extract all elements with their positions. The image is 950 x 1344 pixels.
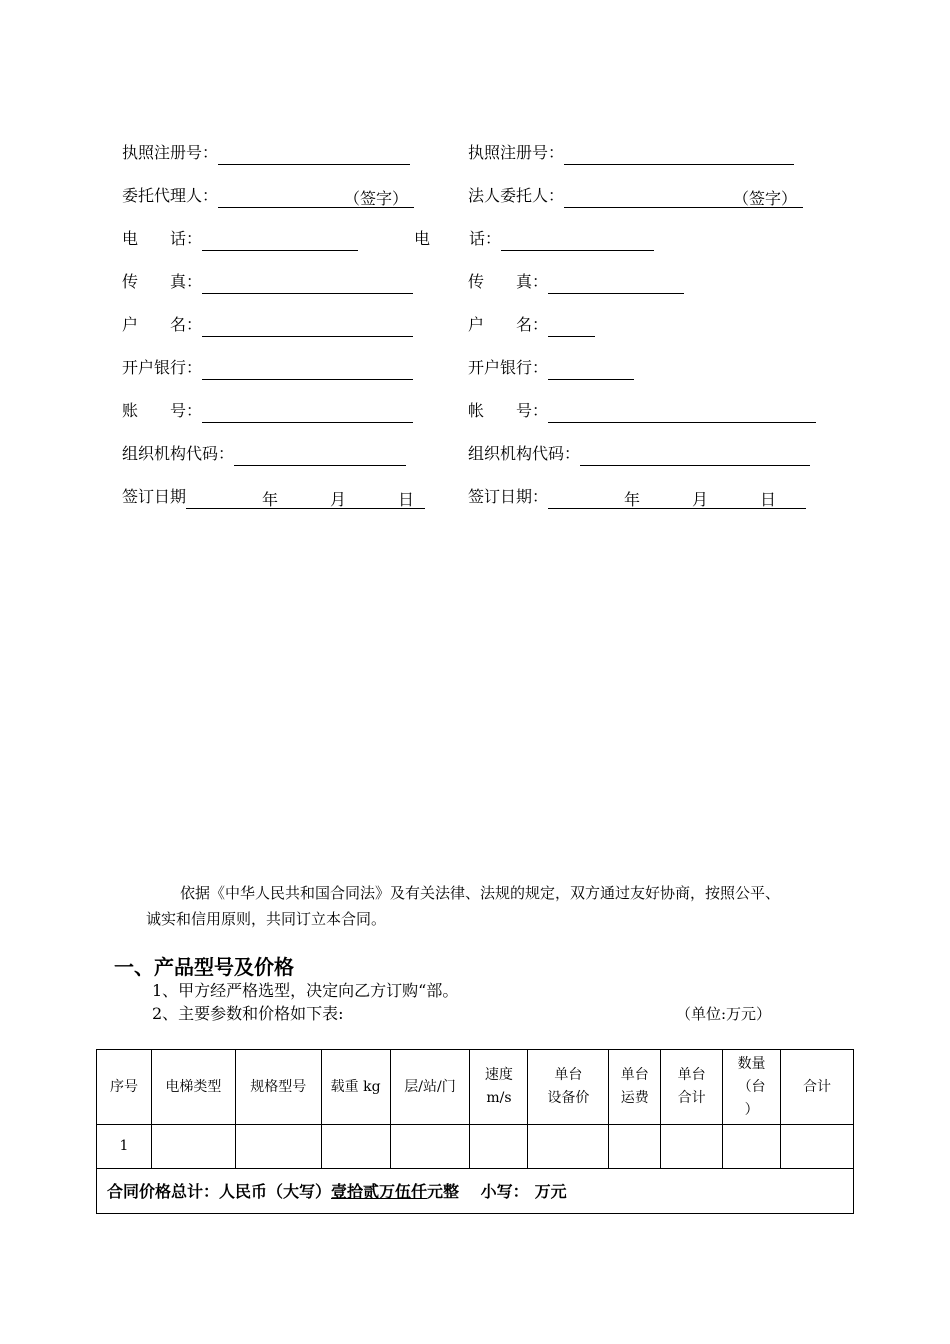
col-header-total: 合计	[781, 1050, 854, 1125]
a-phone-row	[122, 227, 358, 251]
col-header-unit-total: 单台 合计	[661, 1050, 723, 1125]
b-account-name-label: 户 名：	[468, 315, 549, 334]
col-header-speed: 速度 m/s	[470, 1050, 528, 1125]
section-1-item-1: 1、甲方经严格选型，决定向乙方订购“部。	[152, 981, 459, 1000]
b-license-field[interactable]	[564, 146, 794, 165]
b-phone-row	[414, 227, 654, 251]
col-header-load: 载重 kg	[321, 1050, 390, 1125]
b-date-field[interactable]	[548, 488, 806, 509]
total-row	[97, 1169, 854, 1214]
col-header-freight: 单台 运费	[609, 1050, 661, 1125]
b-org-code-field[interactable]	[580, 447, 810, 466]
cell-no: 1	[97, 1125, 152, 1169]
b-fax-row	[468, 270, 684, 294]
b-bank-row	[468, 356, 634, 380]
cell-unit-price[interactable]	[528, 1125, 609, 1169]
a-phone-field[interactable]	[202, 232, 358, 251]
b-sign-suffix: （签字）	[733, 189, 798, 208]
col-header-floors: 层/站/门	[390, 1050, 470, 1125]
col-header-quantity: 数量 （台 ）	[723, 1050, 781, 1125]
a-bank-field[interactable]	[202, 361, 413, 380]
a-month-label: 月	[330, 490, 347, 509]
a-fax-field[interactable]	[202, 275, 413, 294]
a-license-label: 执照注册号：	[122, 143, 219, 162]
cell-quantity[interactable]	[723, 1125, 781, 1169]
cell-unit-total[interactable]	[661, 1125, 723, 1169]
a-account-name-field[interactable]	[202, 318, 413, 337]
b-fax-field[interactable]	[548, 275, 684, 294]
a-fax-label: 传 真：	[122, 272, 203, 291]
b-phone-field[interactable]	[501, 232, 654, 251]
cell-type[interactable]	[151, 1125, 235, 1169]
b-date-row	[468, 485, 806, 509]
intro-line-1: 依据《中华人民共和国合同法》及有关法律、法规的规定，双方通过友好协商，按照公平、	[180, 884, 781, 902]
total-cell	[97, 1169, 854, 1214]
cell-load[interactable]	[321, 1125, 390, 1169]
b-license-row	[468, 141, 794, 165]
a-phone-label: 电 话：	[122, 229, 203, 248]
b-account-name-row	[468, 313, 595, 337]
b-org-code-label: 组织机构代码：	[468, 444, 581, 463]
a-date-label: 签订日期	[122, 487, 187, 506]
b-phone-label-2: 话：	[469, 229, 502, 248]
cell-speed[interactable]	[470, 1125, 528, 1169]
total-mid: 元整 小写：	[427, 1181, 529, 1201]
col-header-unit-price: 单台 设备价	[528, 1050, 609, 1125]
b-year-label: 年	[624, 490, 641, 509]
b-account-no-label: 帐 号：	[468, 401, 549, 420]
a-agent-label: 委托代理人：	[122, 186, 219, 205]
col-header-type: 电梯类型	[151, 1050, 235, 1125]
section-1-item-2: 2、主要参数和价格如下表:	[152, 1004, 344, 1023]
cell-total[interactable]	[781, 1125, 854, 1169]
a-agent-field[interactable]	[218, 189, 414, 208]
table-header-row	[97, 1050, 854, 1125]
a-account-no-row	[122, 399, 413, 423]
a-account-no-label: 账 号：	[122, 401, 203, 420]
b-agent-row	[468, 184, 803, 208]
b-date-label: 签订日期：	[468, 487, 549, 506]
cell-freight[interactable]	[609, 1125, 661, 1169]
a-bank-row	[122, 356, 413, 380]
b-agent-field[interactable]	[564, 189, 803, 208]
a-license-row	[122, 141, 410, 165]
a-agent-row	[122, 184, 414, 208]
b-org-code-row	[468, 442, 810, 466]
table-row	[97, 1125, 854, 1169]
col-header-model: 规格型号	[235, 1050, 321, 1125]
a-license-field[interactable]	[218, 146, 410, 165]
b-account-name-field[interactable]	[548, 318, 595, 337]
b-bank-label: 开户银行：	[468, 358, 549, 377]
a-account-no-field[interactable]	[202, 404, 413, 423]
a-date-row	[122, 485, 425, 509]
a-sign-suffix: （签字）	[344, 189, 409, 208]
a-fax-row	[122, 270, 413, 294]
total-prefix: 合同价格总计：人民币（大写）	[107, 1181, 332, 1201]
b-account-no-field[interactable]	[548, 404, 816, 423]
a-org-code-row	[122, 442, 406, 466]
col-header-no: 序号	[97, 1050, 152, 1125]
b-bank-field[interactable]	[548, 361, 634, 380]
b-month-label: 月	[692, 490, 709, 509]
a-bank-label: 开户银行：	[122, 358, 203, 377]
b-fax-label: 传 真：	[468, 272, 549, 291]
a-account-name-label: 户 名：	[122, 315, 203, 334]
a-day-label: 日	[398, 490, 415, 509]
a-org-code-label: 组织机构代码：	[122, 444, 235, 463]
cell-floors[interactable]	[390, 1125, 470, 1169]
total-upper-amount: 壹拾贰万伍仟	[331, 1181, 428, 1201]
price-table	[96, 1049, 854, 1214]
cell-model[interactable]	[235, 1125, 321, 1169]
section-1-title: 一、产品型号及价格	[114, 955, 294, 979]
a-account-name-row	[122, 313, 413, 337]
a-year-label: 年	[262, 490, 279, 509]
b-account-no-row	[468, 399, 816, 423]
intro-line-2: 诚实和信用原则，共同订立本合同。	[146, 910, 387, 928]
b-license-label: 执照注册号：	[468, 143, 565, 162]
unit-note: （单位:万元）	[676, 1005, 772, 1023]
a-date-field[interactable]	[186, 488, 425, 509]
a-org-code-field[interactable]	[234, 447, 406, 466]
b-day-label: 日	[760, 490, 777, 509]
b-phone-label-1: 电	[414, 229, 431, 248]
total-unit: 万元	[534, 1181, 567, 1201]
b-agent-label: 法人委托人：	[468, 186, 565, 205]
